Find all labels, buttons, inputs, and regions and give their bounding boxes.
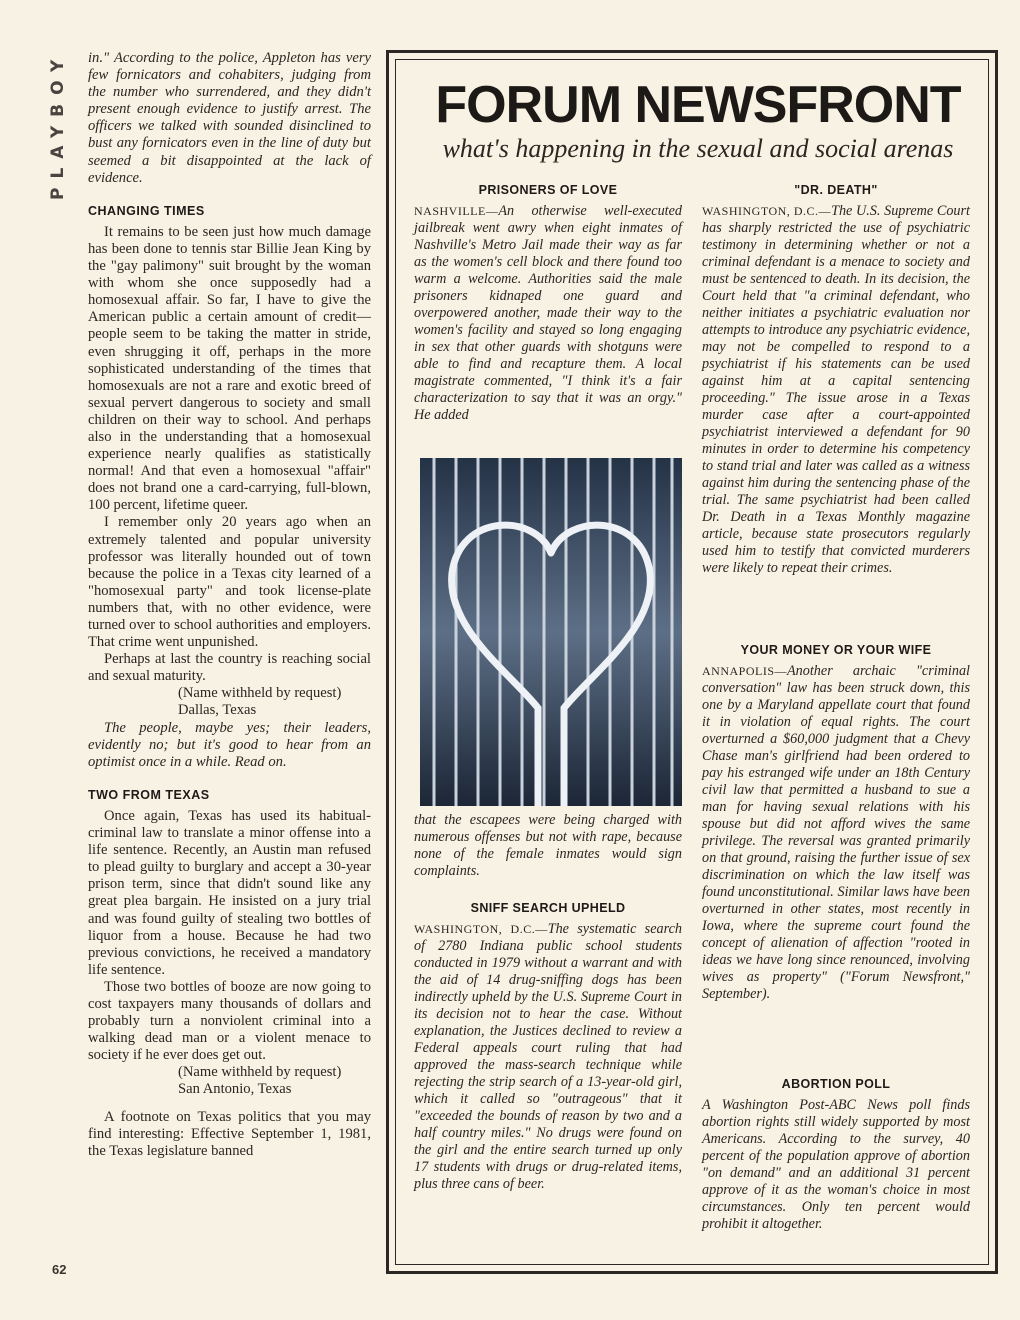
sniff-text: The systematic search of 2780 Indiana public school students conducted in 1979 without a warrant and with the aid of 14 drug-sniffing dogs has been indirectly upheld by the U.S. Supreme Court in its decision not to hear the case. Without explanation, the Justices declined to review a Federal appeals court ruling that had approved the mass-search technique while rejecting the strip search of a 13-year-old girl, which it called so "outrageous" that it "exceeded the bounds of reason by two and a half country miles." No drugs were found on the girl and the entire search turned up only 17 students with drugs or drug-related items, plus three cans of beer. xyxy=(414,921,682,1192)
abortion-poll-headline: ABORTION POLL xyxy=(781,1077,891,1091)
prisoners-dateline: NASHVILLE— xyxy=(414,204,499,218)
money-wife-body xyxy=(702,663,970,1003)
sniff-article xyxy=(414,900,682,1193)
changing-paragraph-2: I remember only 20 years ago when an extremely talented and popular university professor was literally hounded out of town because the police in a Texas city learned of a "homosexual party" and took license-plate numbers that, with no other evidence, were turned over to school authorities and employers. That crime went unpunished. xyxy=(88,514,371,651)
heart-jail-bars-photo xyxy=(420,458,682,806)
sniff-dateline: WASHINGTON, D.C.— xyxy=(414,922,548,936)
page-number: 62 xyxy=(52,1262,67,1277)
changing-paragraph-3: Perhaps at last the country is reaching social and sexual maturity. xyxy=(88,651,371,685)
editor-reply-1: The people, maybe yes; their leaders, evidently no; but it's good to hear from an optimist once in a while. Read on. xyxy=(88,719,371,770)
abortion-poll-text: A Washington Post-ABC News poll finds abortion rights still widely supported by most Americans. According to the survey, 40 percent of the population approve of abortion "on demand" and an additional 31 percent approve of it as the woman's choice in most circumstances. Only ten percent would prohibit it altogether. xyxy=(702,1097,970,1232)
money-wife-dateline: ANNAPOLIS— xyxy=(702,664,788,678)
newsfront-banner xyxy=(418,78,978,164)
newsfront-subtitle: what's happening in the sexual and social arenas xyxy=(442,134,954,163)
money-wife-article xyxy=(702,642,970,1003)
texas-paragraph-3: A footnote on Texas politics that you may find interesting: Effective September 1, 1981, the Texas legislature banned xyxy=(88,1108,371,1159)
texas-paragraph-1: Once again, Texas has used its habitual-criminal law to translate a minor offense into a life sentence. Recently, an Austin man refused to plead guilty to burglary and accept a 30-year prison term, since that didn't sound like any great plea bargain. He insisted on a jury trial and was found guilty of stealing two bottles of liquor from a house. Because he had two previous convictions, he received a mandatory life sentence. xyxy=(88,807,371,978)
changing-paragraph-1: It remains to be seen just how much damage has been done to tennis star Billie Jean King by the "gay palimony" suit brought by the woman with whom she once supposedly had a homosexual affair. So far, I have to give the American public a certain amount of credit—people seem to be taking the matter in stride, even shrugging it off, perhaps in the more sophisticated understanding of the times that homosexuals are not a rare and exotic breed of sexual pervert dangerous to society and small children on their way to school. And perhaps also in the understanding that a homosexual experience nearly qualifies as statistically normal! And that even a homosexual "affair" does not brand one a card-carrying, full-blown, 100 percent, lifetime queer. xyxy=(88,223,371,514)
heart-bars-illustration xyxy=(420,458,682,806)
dr-death-article xyxy=(702,182,970,577)
prisoners-continued-text: that the escapees were being charged with numerous offenses but not with rape, because none of the female inmates would sign complaints. xyxy=(414,812,682,879)
prisoners-article xyxy=(414,182,682,424)
signature-1-place: Dallas, Texas xyxy=(178,702,257,719)
prisoners-continued xyxy=(414,812,682,880)
heading-two-from-texas: TWO FROM TEXAS xyxy=(88,787,210,802)
prisoners-headline: PRISONERS OF LOVE xyxy=(478,183,618,197)
dr-death-dateline: WASHINGTON, D.C.— xyxy=(702,204,832,218)
sniff-body xyxy=(414,921,682,1193)
prisoners-body xyxy=(414,203,682,424)
letter-intro-paragraph: in." According to the police, Appleton has very few fornicators and cohabiters, judging from the number who surrendered, and they didn't present enough evidence to justify arrest. The officers we talked with sounded disinclined to bust any fornicators even in the line of duty but seemed a bit disappointed at the lack of evidence. xyxy=(88,50,371,186)
dr-death-headline: "DR. DEATH" xyxy=(794,183,878,197)
dr-death-body xyxy=(702,203,970,577)
signature-2-name: (Name withheld by request) xyxy=(178,1064,342,1081)
letters-column xyxy=(88,50,371,1160)
texas-paragraph-2: Those two bottles of booze are now going to cost taxpayers many thousands of dollars and probably turn a nonviolent criminal into a walking dead man or a violent menace to society if he ever does get out. xyxy=(88,978,371,1064)
prisoners-text: An otherwise well-executed jailbreak went awry when eight inmates of Nashville's Metro Jail made their way as far as the women's cell block and there found too warm a welcome. Authorities said the male prisoners kidnaped one guard and overpowered another, made their way to the women's facility and stayed so long engaging in sex that other guards with shotguns were able to find and recapture them. A local magistrate commented, "I think it's a fair characterization to say that it was an orgy." He added xyxy=(414,203,682,423)
heading-changing-times: CHANGING TIMES xyxy=(88,203,205,218)
money-wife-text: Another archaic "criminal conversation" law has been struck down, this one by a Maryland appellate court that found it in violation of equal rights. The court overturned a $60,000 judgment that a Chevy Chase man's girlfriend had been ordered to pay his estranged wife under an 18th Century civil law that permitted a husband to sue a man for having sexual relations with his spouse but did not afford wives the same privilege. The reversal was granted primarily on that ground, raising the further issue of sex discrimination on which the law itself was found unconstitutional. Similar laws have been overturned in other states, most recently in Iowa, where the supreme court found the concept of alienation of affection "rooted in ideas we have long since renounced, involving wives as property" ("Forum Newsfront," September). xyxy=(702,663,970,1002)
signature-2-place: San Antonio, Texas xyxy=(178,1081,292,1098)
abortion-poll-article xyxy=(702,1076,970,1233)
newsfront-title: FORUM NEWSFRONT xyxy=(435,76,961,134)
dr-death-text: The U.S. Supreme Court has sharply restricted the use of psychiatric testimony in determining whether or not a criminal defendant is a menace to society and must be sentenced to death. In its decision, the Court held that "a criminal defendant, who neither initiates a psychiatric evaluation nor attempts to introduce any psychiatric evidence, may not be compelled to respond to a psychiatrist if his statements can be used against him at a capital sentencing proceeding." The issue arose in a Texas murder case after a court-appointed psychiatrist interviewed a defendant for 90 minutes in order to determine his competency to stand trial and later was called as a witness against him during the sentencing phase of the trial. The same psychiatrist had been called Dr. Death in a Texas Monthly magazine article, because state prosecutors regularly used him to testify that convicted murderers were likely to repeat their crimes. xyxy=(702,203,970,576)
money-wife-headline: YOUR MONEY OR YOUR WIFE xyxy=(740,643,932,657)
sniff-headline: SNIFF SEARCH UPHELD xyxy=(470,901,626,915)
magazine-name-vertical: PLAYBOY xyxy=(48,50,68,200)
signature-1-name: (Name withheld by request) xyxy=(178,685,342,702)
